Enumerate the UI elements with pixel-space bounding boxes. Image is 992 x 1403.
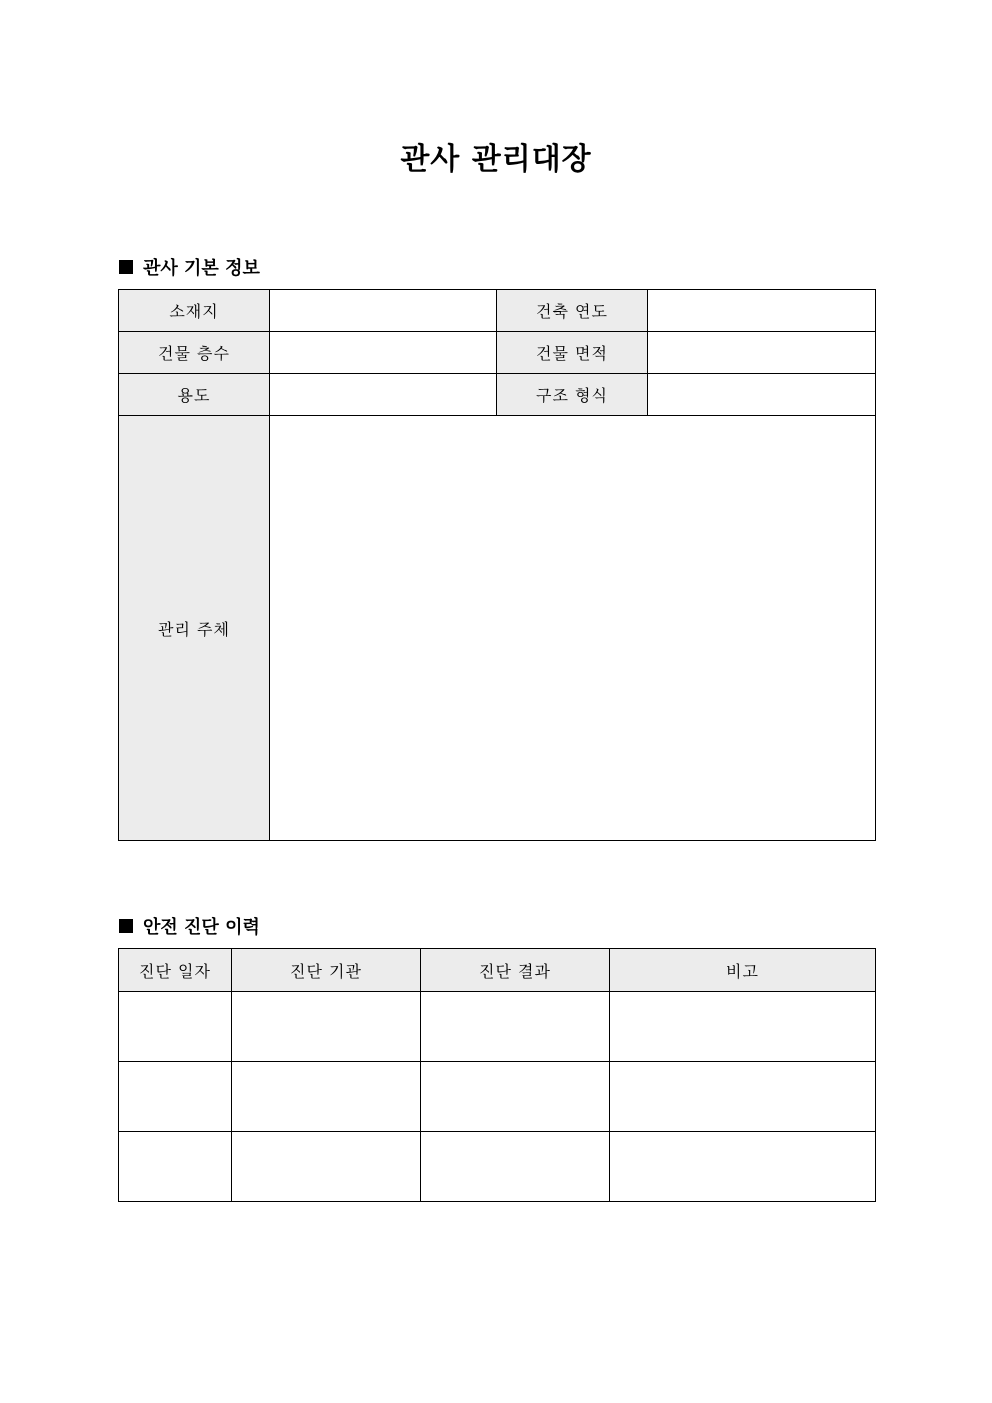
section-heading-label: 관사 기본 정보 xyxy=(143,258,260,279)
location-value-cell[interactable] xyxy=(270,290,497,332)
column-header-agency: 진단 기관 xyxy=(232,949,421,992)
agency-cell[interactable] xyxy=(232,992,421,1062)
column-header-result: 진단 결과 xyxy=(421,949,610,992)
manager-label: 관리 주체 xyxy=(119,416,270,841)
floors-value-cell[interactable] xyxy=(270,332,497,374)
date-cell[interactable] xyxy=(119,1132,232,1202)
table-row xyxy=(119,1062,876,1132)
section-heading-label: 안전 진단 이력 xyxy=(143,917,260,938)
date-cell[interactable] xyxy=(119,1062,232,1132)
section-heading-safety-history xyxy=(119,913,260,939)
result-cell[interactable] xyxy=(421,1132,610,1202)
structure-label: 구조 형식 xyxy=(497,374,648,416)
bullet-square-icon xyxy=(119,919,133,933)
remarks-cell[interactable] xyxy=(610,1132,876,1202)
remarks-cell[interactable] xyxy=(610,992,876,1062)
agency-cell[interactable] xyxy=(232,1062,421,1132)
structure-value-cell[interactable] xyxy=(648,374,876,416)
column-header-date: 진단 일자 xyxy=(119,949,232,992)
safety-history-table xyxy=(118,948,876,1202)
basic-info-table xyxy=(118,289,876,841)
result-cell[interactable] xyxy=(421,992,610,1062)
area-value-cell[interactable] xyxy=(648,332,876,374)
date-cell[interactable] xyxy=(119,992,232,1062)
document-title: 관사 관리대장 xyxy=(400,142,592,177)
remarks-cell[interactable] xyxy=(610,1062,876,1132)
usage-label: 용도 xyxy=(119,374,270,416)
location-label: 소재지 xyxy=(119,290,270,332)
table-row xyxy=(119,1132,876,1202)
column-header-remarks: 비고 xyxy=(610,949,876,992)
section-heading-basic-info xyxy=(119,254,260,280)
built-year-label: 건축 연도 xyxy=(497,290,648,332)
table-row xyxy=(119,992,876,1062)
area-label: 건물 면적 xyxy=(497,332,648,374)
floors-label: 건물 층수 xyxy=(119,332,270,374)
agency-cell[interactable] xyxy=(232,1132,421,1202)
result-cell[interactable] xyxy=(421,1062,610,1132)
built-year-value-cell[interactable] xyxy=(648,290,876,332)
bullet-square-icon xyxy=(119,260,133,274)
manager-value-cell[interactable] xyxy=(270,416,876,841)
usage-value-cell[interactable] xyxy=(270,374,497,416)
